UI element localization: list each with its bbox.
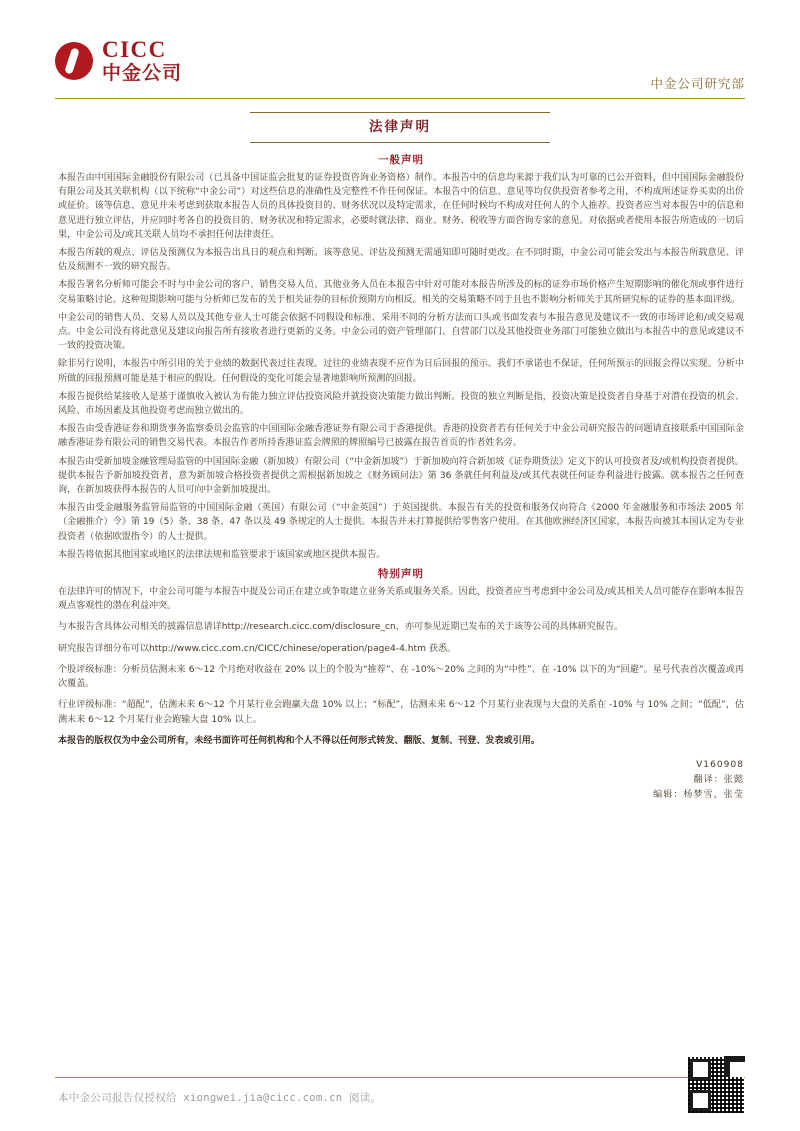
header-divider: [55, 98, 745, 99]
paragraph: 在法律许可的情况下，中金公司可能与本报告中提及公司正在建立或争取建立业务关系或服务关系。因此，投资者应当考虑到中金公司及/或其相关人员可能存在影响本报告观点客观性的潜在利益冲突。: [58, 587, 744, 612]
logo-en-text: CICC: [102, 37, 167, 62]
title-rule-bottom: [250, 142, 550, 143]
footer-divider: [55, 1077, 745, 1078]
disclosure-link-operation[interactable]: http://www.cicc.com.cn/CICC/chinese/operation/page4-4.htm: [148, 643, 426, 654]
document-body: [58, 150, 744, 803]
paragraph: 本报告提供给某接收人是基于谨慎收入被认为有能力独立评估投资风险并就投资决策能力做出判断。投资的独立判断是指，投资决策是投资者自身基于对潜在投资的机会、风险、市场因素及其他投资考虑而独立做出的。: [58, 391, 744, 417]
editor-label: 编辑：杨梦雪，张莹: [653, 789, 744, 800]
paragraph: 本报告由受金融服务监管局监管的中国国际金融（英国）有限公司（“中金英国”）于英国提供。本报告有关的投资和服务仅向符合《2000 年金融服务和市场法 2005 年（金融推介）令》第 19（5）条、38 条、47 条以及 49 条规定的人士提供。本报告并未打算提供给零售客户使用。在其他欧洲经济区国家，本报告向被其本国认定为专业投资者（依据欧盟指令）的人士提供。: [58, 503, 744, 542]
paragraph: 本报告将依据其他国家或地区的法律法规和监管要求于该国家或地区提供本报告。: [58, 549, 386, 560]
disclosure-line-1: [58, 620, 744, 634]
paragraph: 本报告由受新加坡金融管理局监管的中国国际金融（新加坡）有限公司（“中金新加坡”）于新加坡向符合新加坡《证券期货法》定义下的认可投资者及/或机构投资者提供。提供本报告予新加坡投资者，意为新加坡合格投资者提供之需根据新加坡之《财务顾问法》第 36 条就任何利益及/或其代表就任何证券利益进行披露。就本报告之任何查询，在新加坡获得本报告的人员可向中金新加坡提出。: [58, 456, 744, 496]
footer-authorization-note: 本中金公司报告仅授权给 xiongwei.jia@cicc.com.cn 阅读。: [58, 1092, 382, 1104]
copyright-statement: 本报告的版权仅为中金公司所有，未经书面许可任何机构和个人不得以任何形式转发、翻版、复制、刊登、发表或引用。: [58, 735, 540, 746]
disclosure-line-1-prefix: 与本报告含具体公司相关的披露信息请详: [58, 622, 222, 633]
logo-text-block: [102, 38, 182, 85]
disclosure-line-1-suffix: ，亦可参见近期已发布的关于该等公司的具体研究报告。: [395, 622, 624, 633]
industry-rating-standard: 行业评级标准：“超配”，估测未来 6～12 个月某行业会跑赢大盘 10% 以上；“标配”，估测未来 6～12 个月某行业表现与大盘的关系在 -10% 与 10% 之间；“低配”，估测未来 6～12 个月某行业会跑输大盘 10% 以上。: [58, 700, 744, 725]
paragraph: 本报告由中国国际金融股份有限公司（已具备中国证监会批复的证券投资咨询业务资格）制作。本报告中的信息均来源于我们认为可靠的已公开资料，但中国国际金融股份有限公司及其关联机构（以下统称“中金公司”）对这些信息的准确性及完整性不作任何保证。本报告中的信息、意见等均仅供投资者参考之用，不构成所述证券买卖的出价或征价。该等信息、意见并未考虑到获取本报告人员的具体投资目的、财务状况以及特定需求，在任何时候均不构成对任何人的个人推荐。投资者应当对本报告中的信息和意见进行独立评估，并应同时考各自的投资目的、财务状况和特定需求，必要时就法律、商业、财务、税收等方面咨询专家的意见。对依据或者使用本报告所造成的一切后果，中金公司及/或其关联人员均不承担任何法律责任。: [58, 173, 744, 240]
page-title: 法律声明: [369, 119, 431, 135]
section-heading-special: 特别声明: [378, 568, 424, 581]
paragraph: 本报告所载的观点、评估及预测仅为本报告出具日的观点和判断。该等意见、评估及预测无需通知即可随时更改。在不同时期，中金公司可能会发出与本报告所载意见、评估及预测不一致的研究报告。: [58, 248, 744, 273]
logo-cn-text: 中金公司: [102, 62, 183, 85]
cicc-logo: [55, 38, 182, 85]
paragraph: 本报告署名分析师可能会不时与中金公司的客户、销售交易人员、其他业务人员在本报告中针对可能对本报告所涉及的标的证券市场价格产生短期影响的催化剂或事件进行交易策略讨论。这种短期影响可能与分析师已发布的关于相关证券的目标价预期方向相反。相关的交易策略不同于且也不影响分析师关于其所研究标的证券的基本面评级。: [58, 280, 744, 305]
signature-block: [58, 758, 744, 803]
stock-rating-standard: 个股评级标准：分析员估测未来 6～12 个月绝对收益在 20% 以上的个股为“推荐”、在 -10%～20% 之间的为“中性”、在 -10% 以下的为“回避”。星号代表首次覆盖或再次覆盖。: [58, 664, 744, 690]
research-department-label: 中金公司研究部: [650, 76, 745, 91]
cicc-circle-logo-icon: [55, 42, 93, 80]
disclosure-link-research[interactable]: http://research.cicc.com/disclosure_cn: [221, 622, 396, 633]
page-header: [55, 38, 745, 106]
translator-label: 翻译：张懿: [693, 774, 744, 785]
paragraph: 本报告由受香港证券和期货事务监察委员会监管的中国国际金融香港证券有限公司于香港提供。香港的投资者若有任何关于中金公司研究报告的问题请直接联系中国国际金融香港证券有限公司的销售交易代表。本报告作者所持香港证监会牌照的牌照编号已披露在报告首页的作者姓名旁。: [58, 424, 744, 449]
disclosure-line-2: [58, 642, 744, 656]
qr-code-icon: [688, 1057, 744, 1113]
disclosure-line-2-suffix: 获悉。: [425, 643, 457, 654]
version-label: V160908: [696, 759, 744, 770]
section-heading-general: 一般声明: [378, 154, 424, 166]
title-rule-top: [250, 112, 550, 113]
title-block: [250, 112, 550, 143]
disclosure-line-2-prefix: 研究报告详细分布可以: [58, 643, 149, 654]
paragraph: 除非另行说明，本报告中所引用的关于业绩的数据代表过往表现。过往的业绩表现不应作为日后回报的预示。我们不承诺也不保证，任何所预示的回报会得以实现。分析中所做的回报预测可能是基于相应的假设。任何假设的变化可能会显著地影响所预测的回报。: [58, 359, 744, 384]
paragraph: 中金公司的销售人员、交易人员以及其他专业人士可能会依据不同假设和标准、采用不同的分析方法而口头或书面发表与本报告意见及建议不一致的市场评论和/或交易观点。中金公司没有将此意见及建议向报告所有接收者进行更新的义务。中金公司的资产管理部门、自营部门以及其他投资业务部门可能独立做出与本报告中的意见或建议不一致的投资决策。: [58, 312, 744, 352]
